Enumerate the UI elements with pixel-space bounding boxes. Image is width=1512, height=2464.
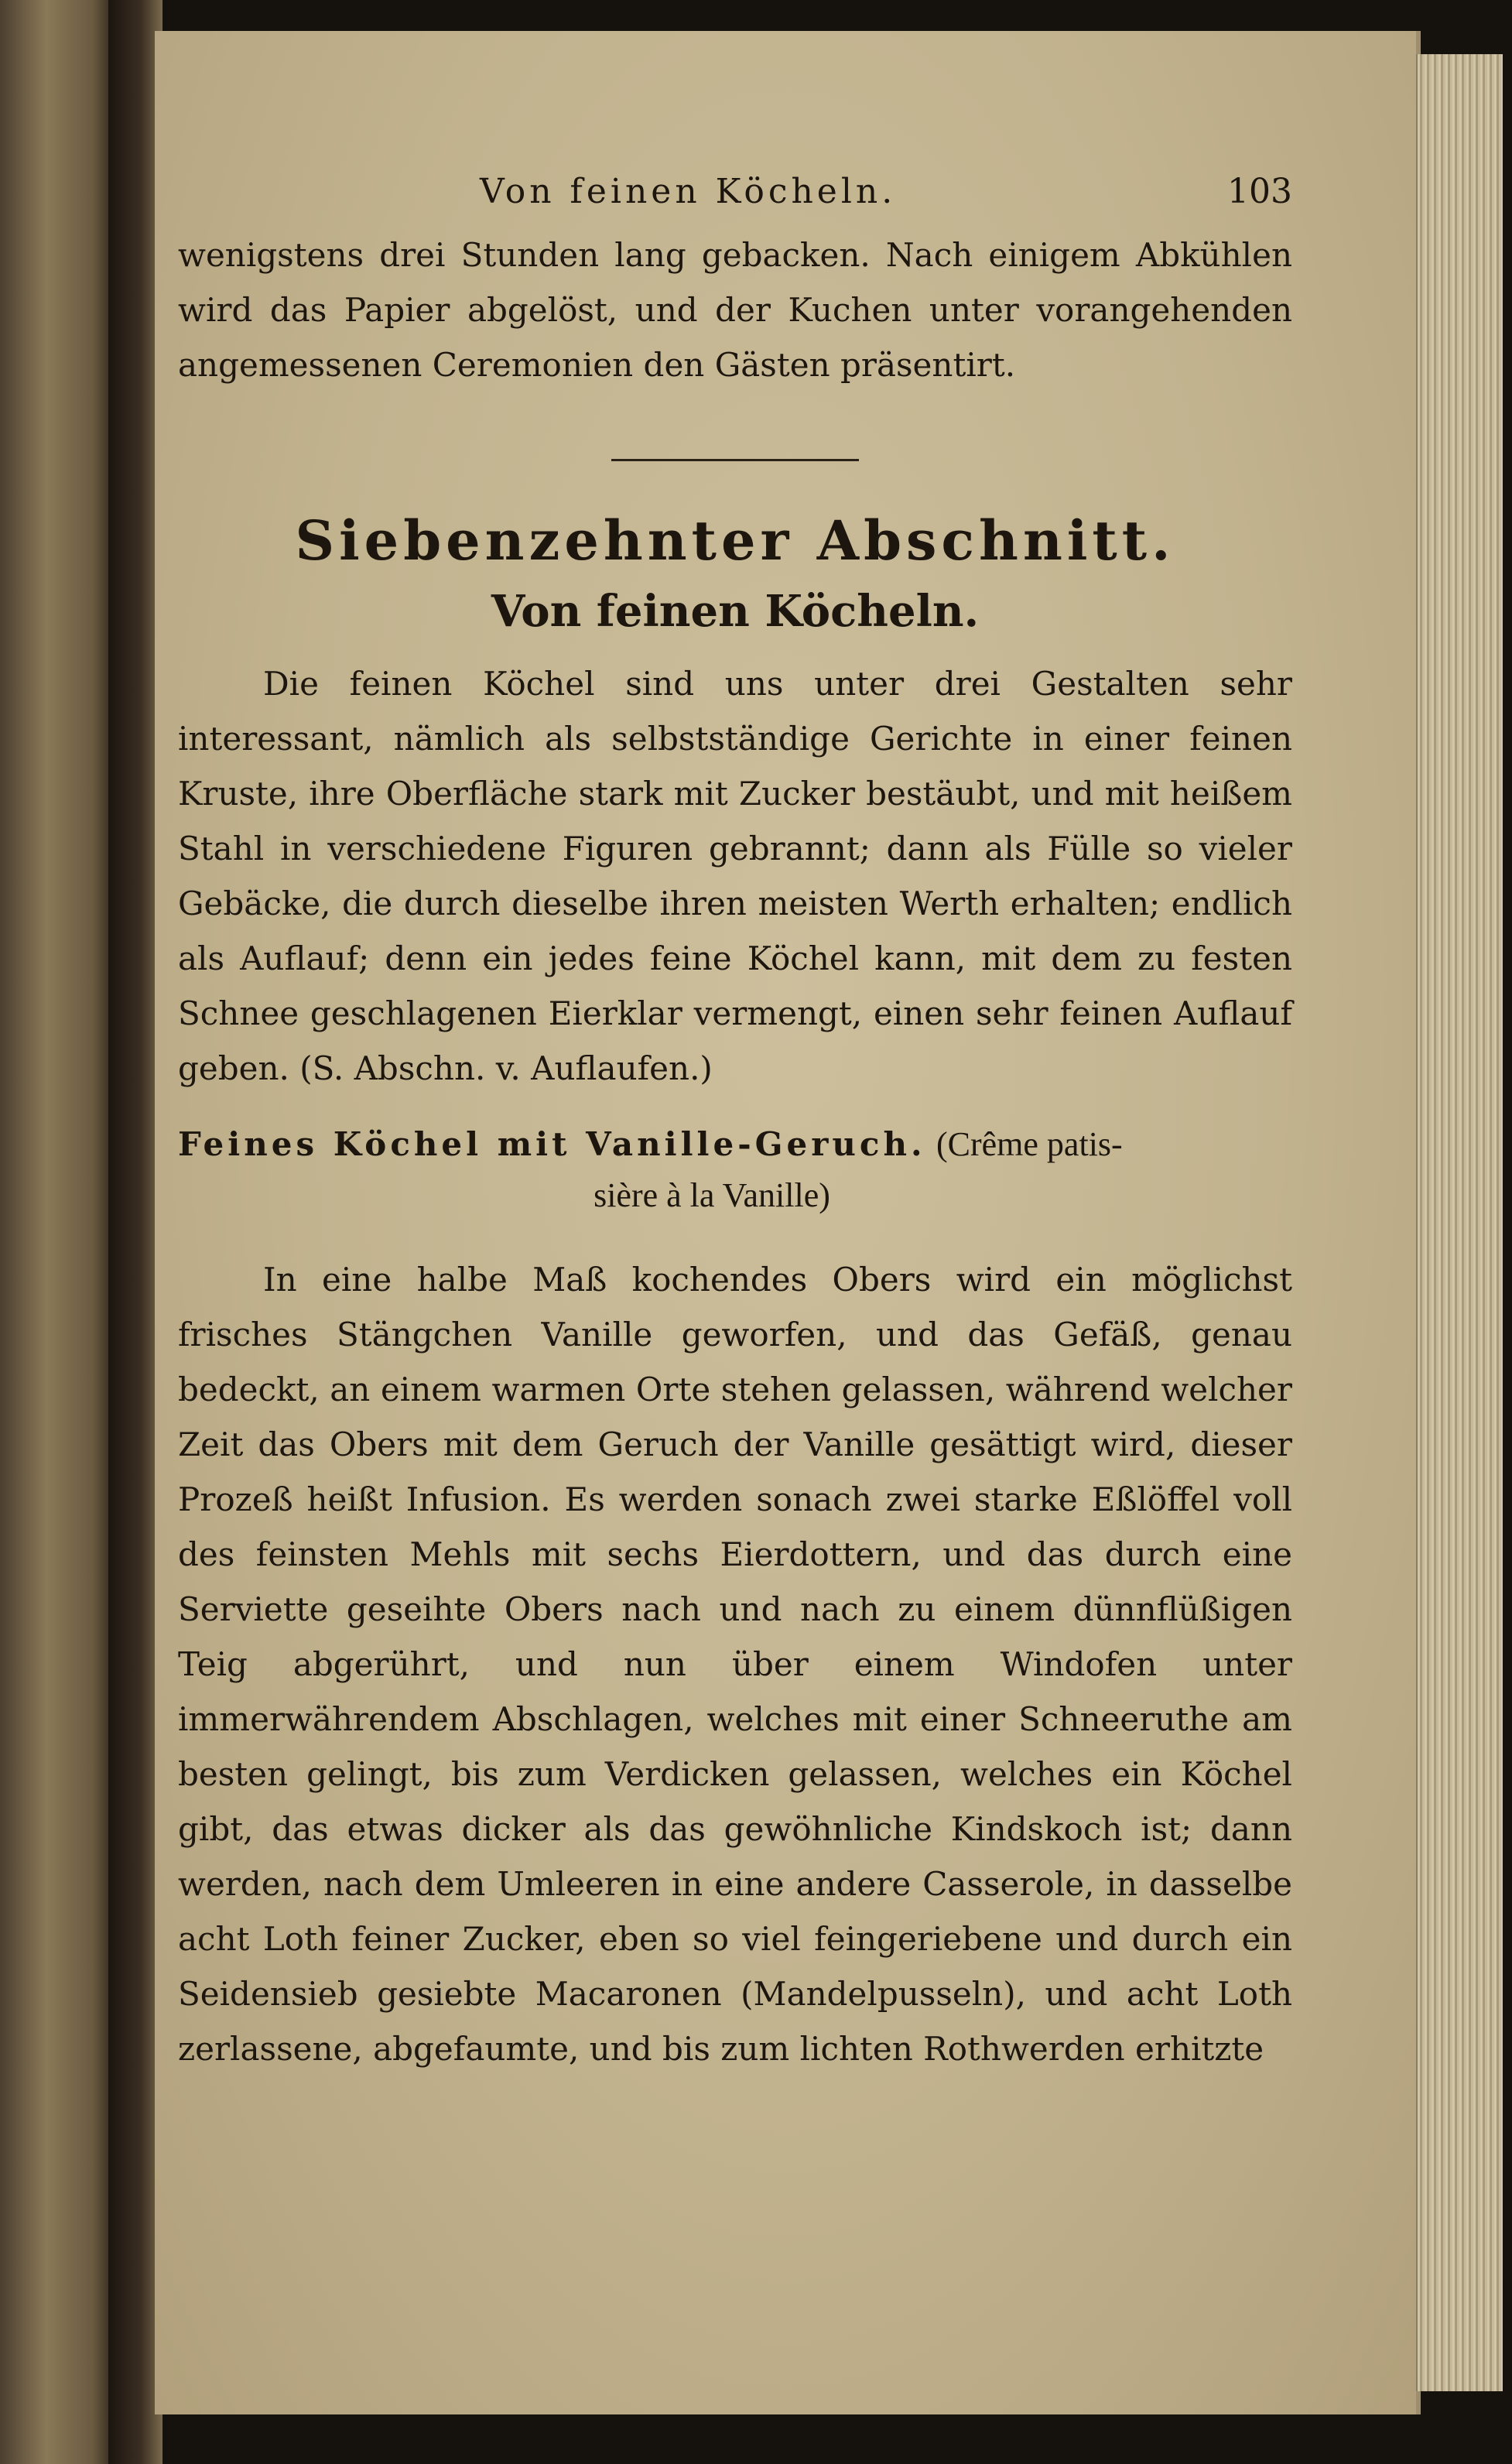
continuation-paragraph: wenigstens drei Stunden lang gebacken. Nach einigem Abkühlen wird das Papier abgelöst, und der Kuchen unter vorangehenden angemessenen Ceremonien den Gästen präsentirt. xyxy=(178,236,1292,384)
intro-paragraph: Die feinen Köchel sind uns unter drei Gestalten sehr interessant, nämlich als selbstständige Gerichte in einer feinen Kruste, ihre Oberfläche stark mit Zucker bestäubt, und mit heißem Stahl in verschiedene Figuren gebrannt; dann als Fülle so vieler Gebäcke, die durch dieselbe ihren meisten Werth erhalten; endlich als Auflauf; denn ein jedes feine Köchel kann, mit dem zu festen Schnee geschlagenen Eierklar vermengt, einen sehr feinen Auflauf geben. (S. Abschn. v. Auflaufen.) xyxy=(178,665,1292,1087)
recipe-title-german: Feines Köchel mit Vanille-Geruch. xyxy=(178,1125,926,1163)
recipe-paragraph: In eine halbe Maß kochendes Obers wird ein möglichst frisches Stängchen Vanille geworfen, und das Gefäß, genau bedeckt, an einem warmen Orte stehen gelassen, während welcher Zeit das Obers mit dem Geruch der Vanille gesättigt wird, dieser Prozeß heißt Infusion. Es werden sonach zwei starke Eßlöffel voll des feinsten Mehls mit sechs Eierdottern, und das durch eine Serviette geseihte Obers nach und nach zu einem dünnflüßigen Teig abgerührt, und nun über einem Windofen unter immerwährendem Abschlagen, welches mit einer Schneeruthe am besten gelingt, bis zum Verdicken gelassen, welches ein Köchel gibt, das etwas dicker als das gewöhnliche Kindskoch ist; dann werden, nach dem Umleeren in eine andere Casserole, in dasselbe acht Loth feiner Zucker, eben so viel feingeriebene und durch ein Seidensieb gesiebte Macaronen (Mandelpusseln), und acht Loth zerlassene, abgefaumte, und bis zum lichten Rothwerden erhitzte xyxy=(178,1261,1292,2068)
recipe-title-french-line-2: sière à la Vanille) xyxy=(594,1176,830,1214)
page-content xyxy=(178,172,1292,2076)
running-head xyxy=(178,172,1292,220)
section-divider xyxy=(611,459,859,461)
running-head-title: Von feinen Köcheln. xyxy=(480,172,897,211)
page-edges xyxy=(1416,54,1503,2391)
recipe-title-french-line-1: (Crême patis- xyxy=(936,1125,1123,1163)
section-subheading: Von feinen Köcheln. xyxy=(491,586,980,637)
page-number: 103 xyxy=(1227,172,1292,211)
recipe-title xyxy=(178,1119,1292,1221)
left-page-edge xyxy=(0,0,116,2464)
section-heading: Siebenzehnter Abschnitt. xyxy=(295,508,1175,573)
